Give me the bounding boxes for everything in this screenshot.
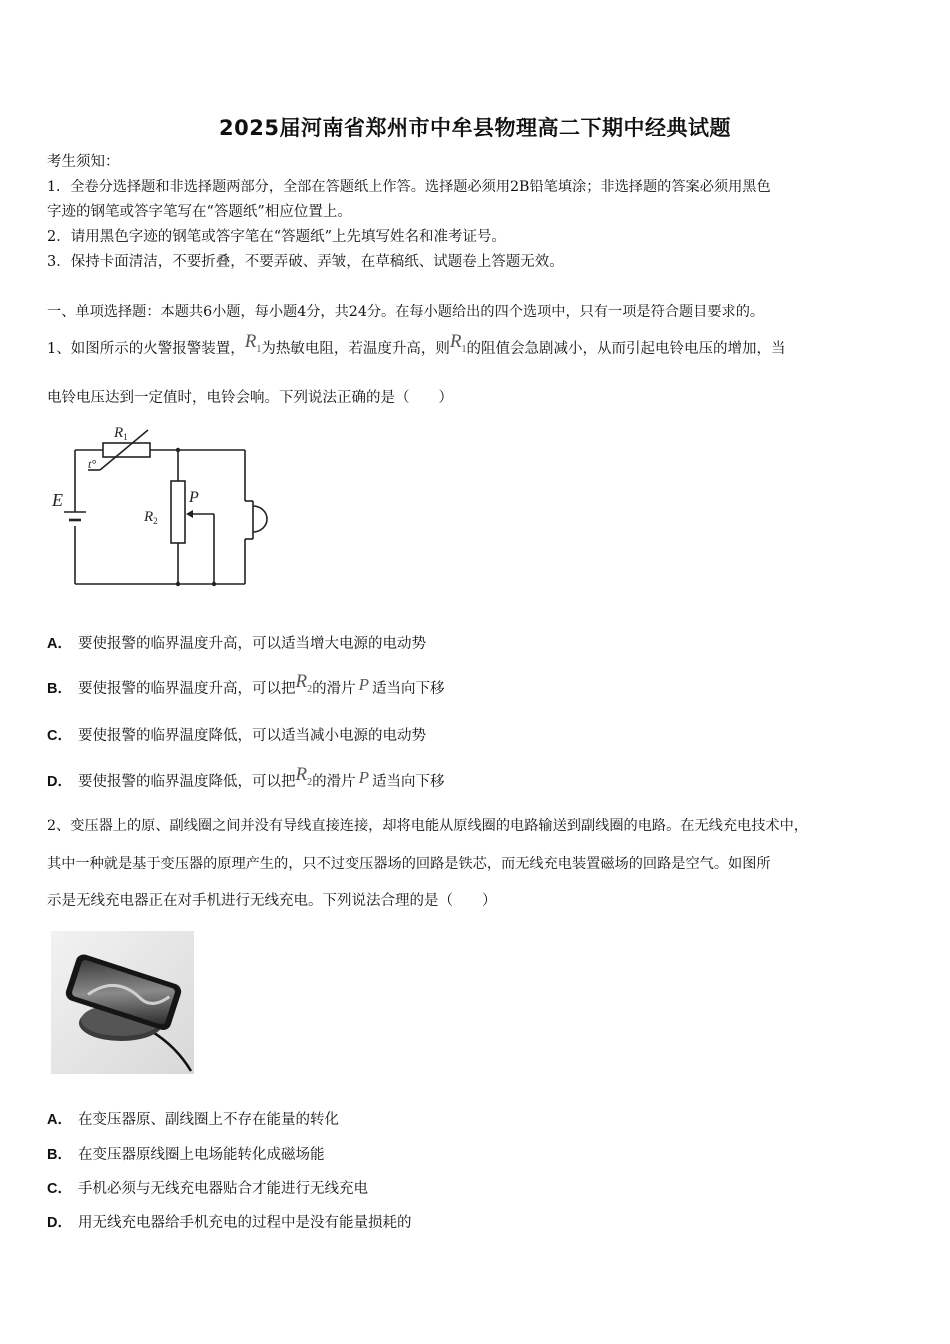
label-r2: $R_2$ [144,509,158,526]
notice-item-1-line-1: 1．全卷分选择题和非选择题两部分，全部在答题纸上作答。选择题必须用2B铅笔填涂；非选择题的答案必须用黑色 [47,179,771,195]
page-title: 2025届河南省郑州市中牟县物理高二下期中经典试题 [219,116,731,140]
section-1-heading: 一、单项选择题：本题共6小题，每小题4分，共24分。在每小题给出的四个选项中，只有一项是符合题目要求的。 [47,304,765,320]
label-t: t° [88,457,97,471]
var-r2: $R_2$ [295,764,313,788]
q1-stem-line-1 [47,331,786,366]
q2-option-c[interactable]: C． 手机必须与无线充电器贴合才能进行无线充电 [47,1181,368,1197]
q1-stem-part-3: 的阻值会急剧减小，从而引起电铃电压的增加，当 [466,341,786,357]
q2-option-a[interactable]: A． 在变压器原、副线圈上不存在能量的转化 [47,1112,339,1128]
label-p: P [189,489,199,506]
q1-option-a[interactable]: A． 要使报警的临界温度升高，可以适当增大电源的电动势 [47,636,426,652]
notice-item-3: 3．保持卡面清洁，不要折叠，不要弄破、弄皱，在草稿纸、试题卷上答题无效。 [47,254,564,270]
var-p: P [358,675,369,694]
var-p: P [358,768,369,787]
q1-stem-line-2: 电铃电压达到一定值时，电铃会响。下列说法正确的是（ ） [47,390,453,406]
q1-circuit-diagram [48,418,278,590]
q2-stem-line-3: 示是无线充电器正在对手机进行无线充电。下列说法合理的是（ ） [47,893,497,909]
notice-item-1-line-2: 字迹的钢笔或答字笔写在“答题纸”相应位置上。 [47,204,352,220]
q1-option-c[interactable]: C． 要使报警的临界温度降低，可以适当减小电源的电动势 [47,728,426,744]
label-e: E [52,490,63,510]
wireless-charging-photo [51,931,194,1074]
notice-heading: 考生须知： [47,154,120,170]
q2-option-b[interactable]: B． 在变压器原线圈上电场能转化成磁场能 [47,1147,325,1163]
notice-item-2: 2．请用黑色字迹的钢笔或答字笔在“答题纸”上先填写姓名和准考证号。 [47,229,507,245]
q2-stem-line-2: 其中一种就是基于变压器的原理产生的，只不过变压器场的回路是铁芯，而无线充电装置磁场的回路是空气。如图所 [47,856,771,872]
var-r2: $R_2$ [295,671,313,695]
q1-option-b[interactable]: B． 要使报警的临界温度升高，可以把$R_2$的滑片 P 适当向下移 [47,671,445,697]
q2-option-d[interactable]: D． 用无线充电器给手机充电的过程中是没有能量损耗的 [47,1215,412,1231]
q2-stem-line-1: 2、变压器上的原、副线圈之间并没有导线直接连接，却将电能从原线圈的电路输送到副线圈的电路。在无线充电技术中， [47,818,808,834]
var-r1: $R_1$ [449,331,467,355]
var-r1: $R_1$ [244,331,262,355]
q1-stem-part-1: 1、如图所示的火警报警装置， [47,341,245,357]
q1-option-d[interactable]: D． 要使报警的临界温度降低，可以把$R_2$的滑片 P 适当向下移 [47,764,445,790]
q1-stem-part-2: 为热敏电阻，若温度升高，则 [261,341,450,357]
label-r1: $R_1$ [114,425,128,442]
